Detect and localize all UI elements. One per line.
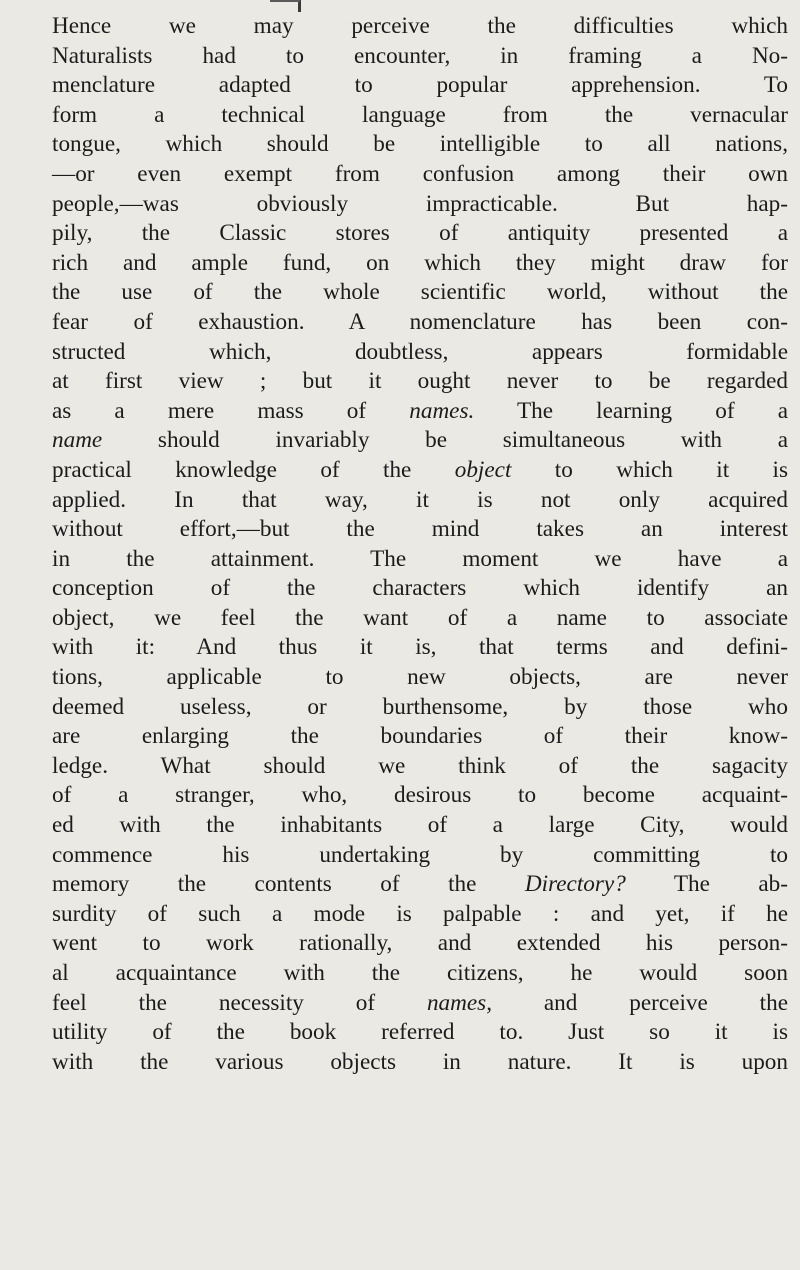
text-line: structed which, doubtless, appears formidable <box>52 338 788 365</box>
text-line: practical knowledge of the object to which it is <box>52 456 788 483</box>
text-line: at first view ; but it ought never to be regarded <box>52 368 788 395</box>
text-line: people,—was obviously impracticable. But hap- <box>52 190 788 217</box>
text-line: deemed useless, or burthensome, by those who <box>52 693 788 720</box>
text-line: ledge. What should we think of the sagacity <box>52 752 788 779</box>
text-line: tions, applicable to new objects, are never <box>52 664 788 691</box>
text-line: in the attainment. The moment we have a <box>52 545 788 572</box>
text-line: name should invariably be simultaneous with a <box>52 427 788 454</box>
page-edge-mark <box>298 0 301 12</box>
text-line: fear of exhaustion. A nomenclature has been con- <box>52 308 788 335</box>
text-line: with the various objects in nature. It is upon <box>52 1048 788 1075</box>
text-line: as a mere mass of names. The learning of a <box>52 397 788 424</box>
text-line: applied. In that way, it is not only acquired <box>52 486 788 513</box>
italic-term: names. <box>409 397 475 424</box>
text-line: are enlarging the boundaries of their know- <box>52 723 788 750</box>
text-line: —or even exempt from confusion among their own <box>52 160 788 187</box>
text-line: object, we feel the want of a name to associate <box>52 604 788 631</box>
text-line: menclature adapted to popular apprehension. To <box>52 72 788 99</box>
text-line: conception of the characters which identify an <box>52 575 788 602</box>
text-line: with it: And thus it is, that terms and defini- <box>52 634 788 661</box>
italic-term: name <box>52 427 103 454</box>
text-line: Hence we may perceive the difficulties which <box>52 13 788 39</box>
text-line: ed with the inhabitants of a large City, would <box>52 812 788 839</box>
text-line: memory the contents of the Directory? The ab- <box>52 871 788 898</box>
italic-term: names, <box>426 989 492 1016</box>
italic-term: Directory? <box>524 871 626 898</box>
text-line: utility of the book referred to. Just so it is <box>52 1019 788 1046</box>
text-line: went to work rationally, and extended his person- <box>52 930 788 957</box>
text-line: pily, the Classic stores of antiquity presented a <box>52 220 788 247</box>
text-line: feel the necessity of names, and perceive the <box>52 989 788 1016</box>
text-line: rich and ample fund, on which they might draw for <box>52 249 788 276</box>
text-line: without effort,—but the mind takes an interest <box>52 516 788 543</box>
italic-term: object <box>454 456 512 483</box>
text-line: surdity of such a mode is palpable : and yet, if he <box>52 900 788 927</box>
text-line: Naturalists had to encounter, in framing a No- <box>52 42 788 69</box>
text-line: al acquaintance with the citizens, he would soon <box>52 960 788 986</box>
text-line: the use of the whole scientific world, without the <box>52 279 788 306</box>
body-text <box>52 12 788 1077</box>
text-line: form a technical language from the vernacular <box>52 101 788 128</box>
text-line: tongue, which should be intelligible to all nations, <box>52 131 788 158</box>
text-line: commence his undertaking by committing to <box>52 841 788 868</box>
text-line: of a stranger, who, desirous to become acquaint- <box>52 782 788 809</box>
